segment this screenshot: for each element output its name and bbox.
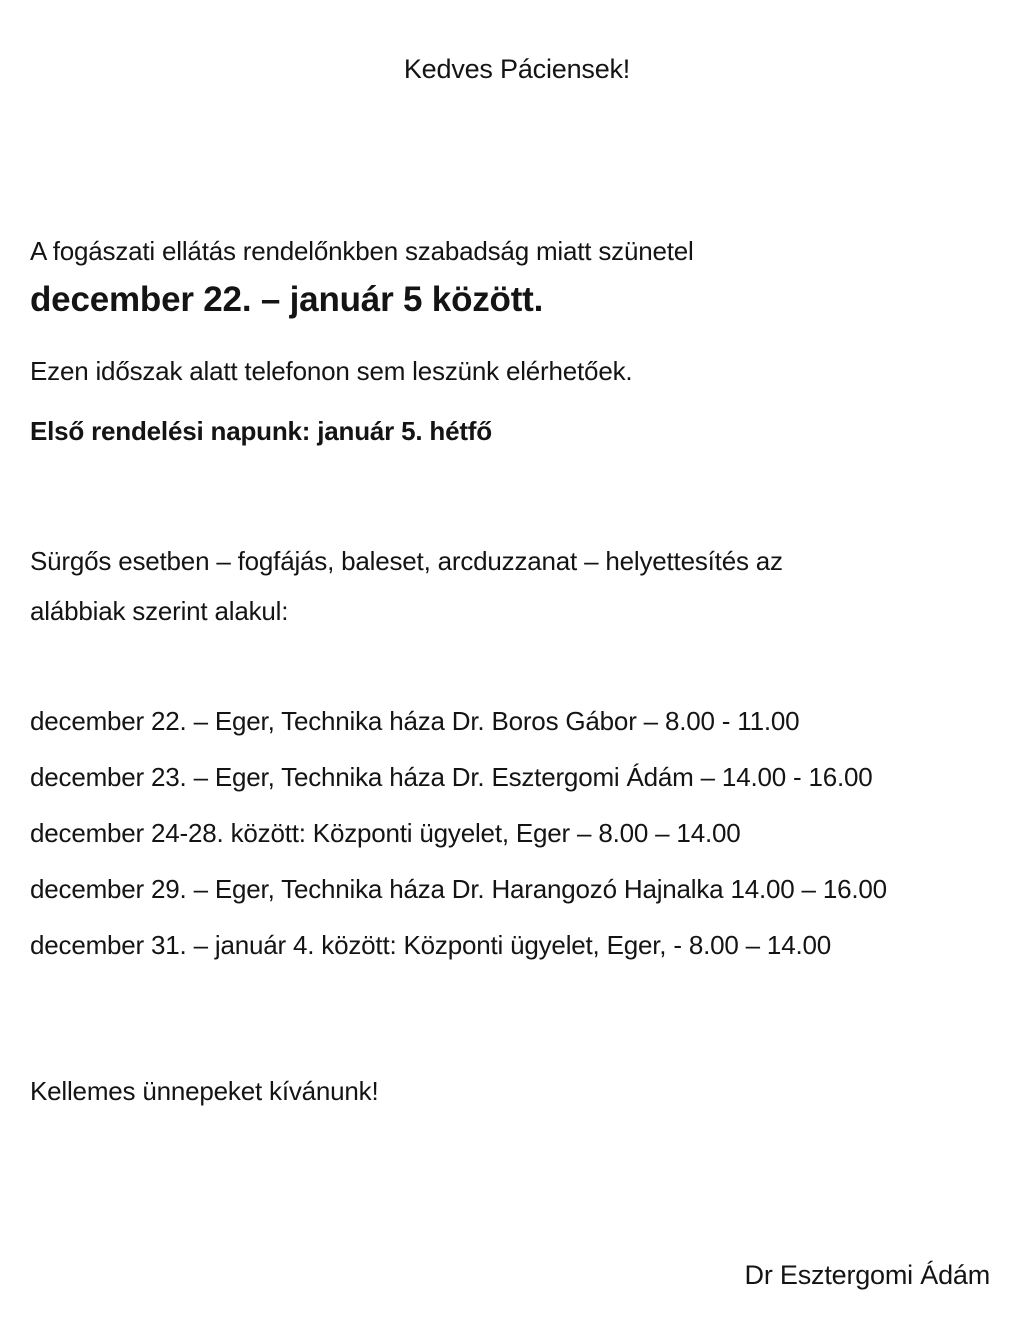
schedule-item-dec-23: december 23. – Eger, Technika háza Dr. Esztergomi Ádám – 14.00 - 16.00 [30, 762, 873, 792]
substitution-schedule-list [30, 704, 1004, 962]
schedule-item-dec-24-28: december 24-28. között: Központi ügyelet, Eger – 8.00 – 14.00 [30, 818, 741, 848]
holiday-greeting-line: Kellemes ünnepeket kívánunk! [30, 1076, 379, 1106]
schedule-item-dec-29: december 29. – Eger, Technika háza Dr. Harangozó Hajnalka 14.00 – 16.00 [30, 874, 887, 904]
emergency-intro-paragraph [30, 536, 1004, 636]
emergency-intro-line-1: Sürgős esetben – fogfájás, baleset, arcduzzanat – helyettesítés az [30, 546, 783, 576]
intro-paragraph: A fogászati ellátás rendelőnkben szabadság miatt szünetel [30, 236, 694, 266]
schedule-item-dec-22: december 22. – Eger, Technika háza Dr. Boros Gábor – 8.00 - 11.00 [30, 706, 800, 736]
emergency-intro-line-2: alábbiak szerint alakul: [30, 596, 289, 626]
document-title: Kedves Páciensek! [403, 54, 631, 84]
signature-line: Dr Esztergomi Ádám [744, 1260, 990, 1290]
closure-period-heading: december 22. – január 5 között. [30, 280, 544, 319]
phone-unavailable-notice: Ezen időszak alatt telefonon sem leszünk elérhetőek. [30, 356, 633, 386]
schedule-item-dec-31-jan-4: december 31. – január 4. között: Központi ügyelet, Eger, - 8.00 – 14.00 [30, 930, 831, 960]
first-open-day-line: Első rendelési napunk: január 5. hétfő [30, 416, 492, 446]
